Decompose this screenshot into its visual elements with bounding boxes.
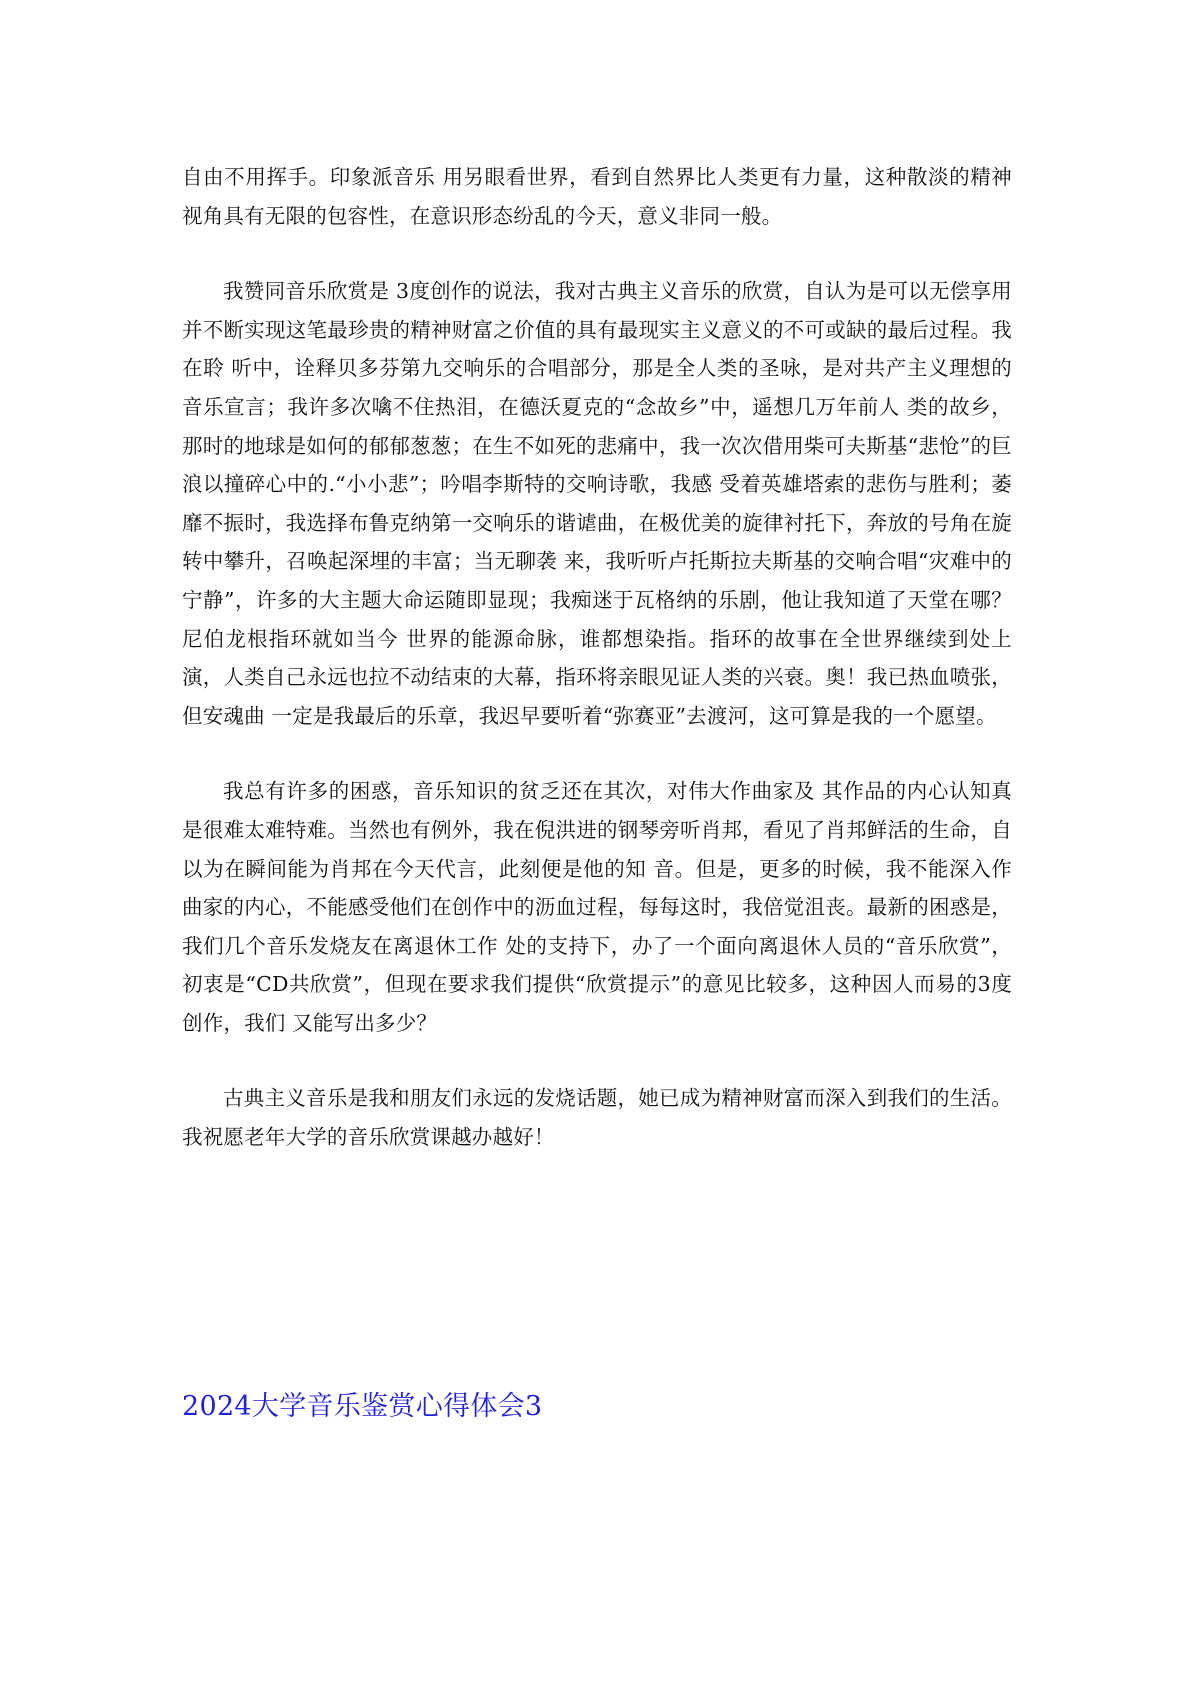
- paragraph-4: 古典主义音乐是我和朋友们永远的发烧话题，她已成为精神财富而深入到我们的生活。我祝愿老年大学的音乐欣赏课越办越好！: [182, 1086, 1012, 1150]
- paragraph-3: 我总有许多的困惑，音乐知识的贫乏还在其次，对伟大作曲家及 其作品的内心认知真是很难太难特难。当然也有例外，我在倪洪进的钢琴旁听肖邦，看见了肖邦鲜活的生命，自以为在瞬间能为肖邦在今天代言，此刻便是他的知 音。但是，更多的时候，我不能深入作曲家的内心，不能感受他们在创作中的沥血过程，每每这时，我倍觉沮丧。最新的困惑是，我们几个音乐发烧友在离退休工作 处的支持下，办了一个面向离退休人员的“音乐欣赏”，初衷是“CD共欣赏”，但现在要求我们提供“欣赏提示”的意见比较多，这种因人而易的3度创作，我们 又能写出多少？: [182, 779, 1012, 1035]
- document-body: [182, 158, 1012, 1157]
- paragraph-1: 自由不用挥手。印象派音乐 用另眼看世界，看到自然界比人类更有力量，这种散淡的精神视角具有无限的包容性，在意识形态纷乱的今天，意义非同一般。: [182, 165, 1012, 228]
- paragraph-2: 我赞同音乐欣赏是 3度创作的说法，我对古典主义音乐的欣赏，自认为是可以无偿享用并不断实现这笔最珍贵的精神财富之价值的具有最现实主义意义的不可或缺的最后过程。我在聆 听中，诠释贝多芬第九交响乐的合唱部分，那是全人类的圣咏，是对共产主义理想的音乐宣言；我许多次噙不住热泪，在德沃夏克的“念故乡”中，遥想几万年前人 类的故乡，那时的地球是如何的郁郁葱葱；在生不如死的悲痛中，我一次次借用柴可夫斯基“悲怆”的巨浪以撞碎心中的.“小小悲”；吟唱李斯特的交响诗歌，我感 受着英雄塔索的悲伤与胜利；萎靡不振时，我选择布鲁克纳第一交响乐的谐谑曲，在极优美的旋律衬托下，奔放的号角在旋转中攀升，召唤起深埋的丰富；当无聊袭 来，我听听卢托斯拉夫斯基的交响合唱“灾难中的宁静”，许多的大主题大命运随即显现；我痴迷于瓦格纳的乐剧，他让我知道了天堂在哪？尼伯龙根指环就如当今 世界的能源命脉，谁都想染指。指环的故事在全世界继续到处上演，人类自己永远也拉不动结束的大幕，指环将亲眼见证人类的兴衰。奥！我已热血喷张，但安魂曲 一定是我最后的乐章，我迟早要听着“弥赛亚”去渡河，这可算是我的一个愿望。: [182, 279, 1012, 728]
- section-heading: 2024大学音乐鉴赏心得体会3: [182, 1391, 543, 1422]
